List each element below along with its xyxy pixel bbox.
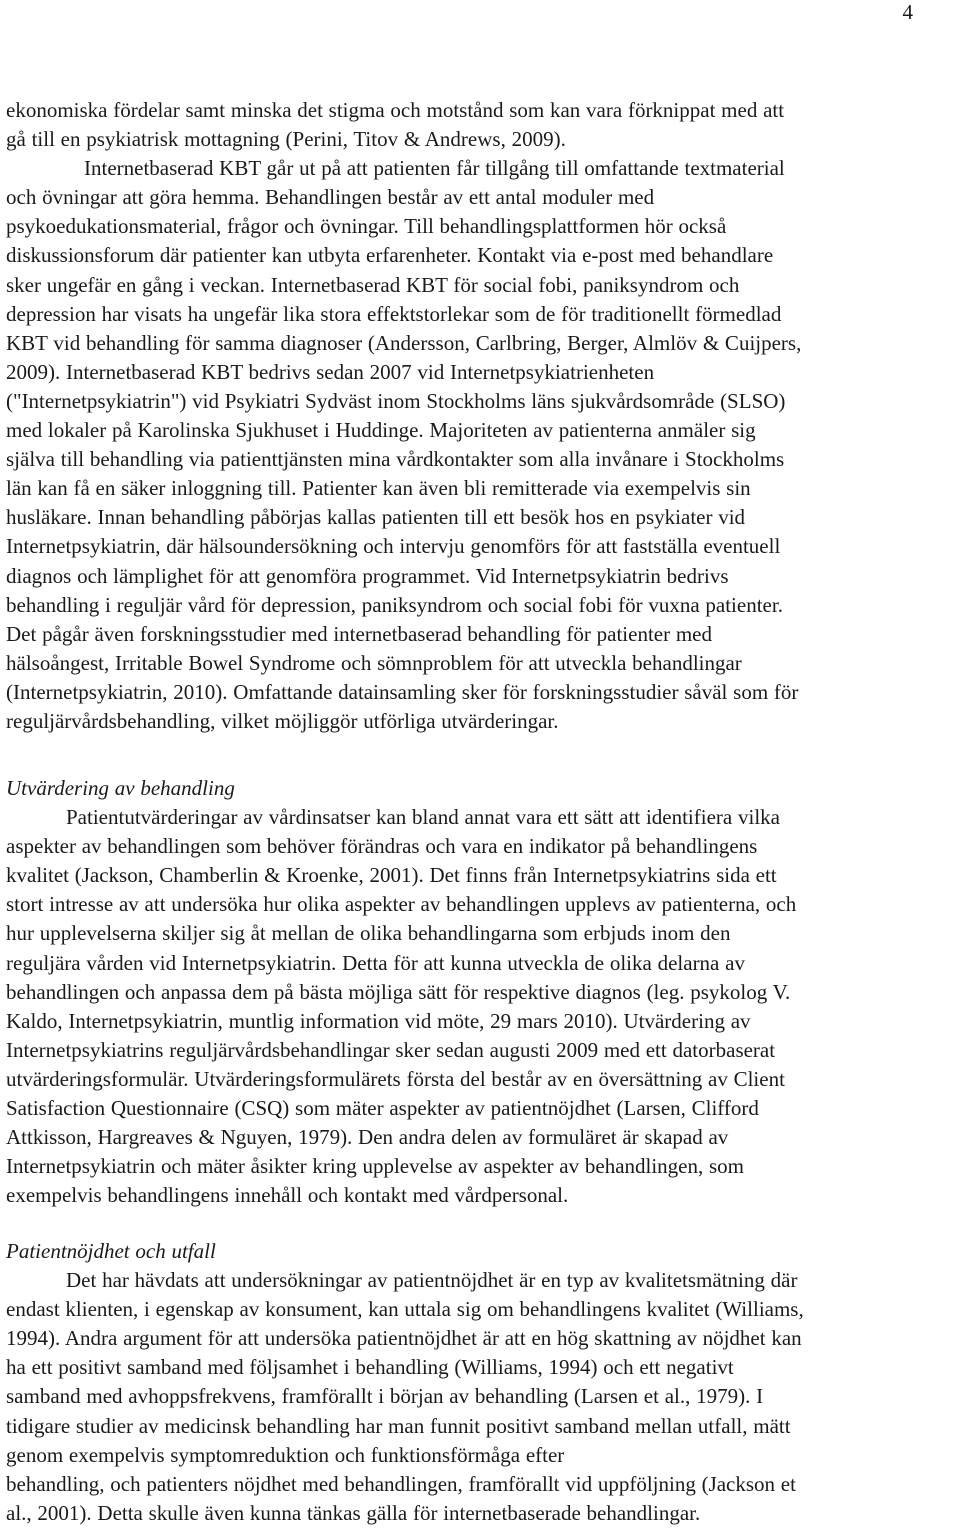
text-line: exempelvis behandlingens innehåll och kontakt med vårdpersonal. — [6, 1183, 569, 1208]
text-line: genom exempelvis symptomreduktion och funktionsförmåga efter — [6, 1442, 565, 1467]
text-line: Internetpsykiatrin och mäter åsikter kring upplevelse av aspekter av behandlingen, som — [6, 1154, 745, 1179]
text-line: ekonomiska fördelar samt minska det stigma och motstånd som kan vara förknippat med att — [6, 98, 785, 122]
text-line: (Internetpsykiatrin, 2010). Omfattande datainsamling sker för forskningsstudier såväl som för — [6, 679, 799, 704]
text-line: 2009). Internetbaserad KBT bedrivs sedan 2007 vid Internetpsykiatrienheten — [6, 359, 655, 384]
text-line: depression har visats ha ungefär lika stora effektstorlekar som de för traditionellt förmedlad — [6, 301, 782, 326]
text-line: utvärderingsformulär. Utvärderingsformulärets första del består av en översättning av Client — [6, 1066, 785, 1091]
page-number: 4 — [902, 0, 913, 24]
text-line: sker ungefär en gång i veckan. Internetbaserad KBT för social fobi, paniksyndrom och — [6, 272, 740, 297]
text-line: husläkare. Innan behandling påbörjas kallas patienten till ett besök hos en psykiater vid — [6, 505, 746, 530]
section-satisfaction — [6, 1237, 956, 1528]
text-line: aspekter av behandlingen som behöver förändras och vara en indikator på behandlingens — [6, 834, 758, 859]
text-line: län kan få en säker inloggning till. Patienter kan även bli remitterade via exempelvis sin — [6, 476, 751, 501]
section-evaluation — [6, 774, 956, 1210]
text-line: med lokaler på Karolinska Sjukhuset i Huddinge. Majoriteten av patienterna anmäler sig — [6, 418, 756, 443]
text-line: diskussionsforum där patienter kan utbyta erfarenheter. Kontakt via e-post med behandlare — [6, 243, 774, 268]
text-line: 1994). Andra argument för att undersöka patientnöjdhet är att en hög skattning av nöjdhet kan — [6, 1326, 802, 1351]
text-line: Attkisson, Hargreaves & Nguyen, 1979). Den andra delen av formuläret är skapad av — [6, 1125, 729, 1150]
text-line: kvalitet (Jackson, Chamberlin & Kroenke, 2001). Det finns från Internetpsykiatrins sida ett — [6, 863, 777, 888]
text-line: Det pågår även forskningsstudier med internetbaserad behandling för patienter med — [6, 621, 713, 646]
text-line: hälsoångest, Irritable Bowel Syndrome och sömnproblem för att utveckla behandlingar — [6, 650, 742, 675]
text-line: Patientutvärderingar av vårdinsatser kan bland annat vara ett sätt att identifiera vilka — [66, 805, 780, 830]
text-line: reguljära vården vid Internetpsykiatrin. Detta för att kunna utveckla de olika delarna av — [6, 950, 745, 975]
text-line: Kaldo, Internetpsykiatrin, muntlig information vid möte, 29 mars 2010). Utvärdering av — [6, 1008, 751, 1033]
text-line: Internetpsykiatrins reguljärvårdsbehandlingar sker sedan augusti 2009 med ett datorbaserat — [6, 1037, 776, 1062]
text-line: psykoedukationsmaterial, frågor och övningar. Till behandlingsplattformen hör också — [6, 214, 727, 239]
text-line: Internetbaserad KBT går ut på att patienten får tillgång till omfattande textmaterial — [84, 156, 785, 181]
text-line: Satisfaction Questionnaire (CSQ) som mäter aspekter av patientnöjdhet (Larsen, Clifford — [6, 1096, 759, 1121]
text-line: själva till behandling via patienttjänsten mina vårdkontakter som alla invånare i Stockholms — [6, 447, 785, 472]
text-line: ha ett positivt samband med följsamhet i behandling (Williams, 1994) och ett negativt — [6, 1355, 734, 1380]
text-line: diagnos och lämplighet för att genomföra programmet. Vid Internetpsykiatrin bedrivs — [6, 563, 729, 588]
text-line: behandlingen och anpassa dem på bästa möjliga sätt för respektive diagnos (leg. psykolog V. — [6, 979, 791, 1004]
section-heading: Utvärdering av behandling — [6, 776, 235, 800]
text-line: ("Internetpsykiatrin") vid Psykiatri Sydväst inom Stockholms läns sjukvårdsområde (SLSO) — [6, 388, 786, 413]
text-line: Det har hävdats att undersökningar av patientnöjdhet är en typ av kvalitetsmätning där — [66, 1268, 798, 1293]
text-line: och övningar att göra hemma. Behandlingen består av ett antal moduler med — [6, 185, 655, 210]
text-line: behandling, och patienters nöjdhet med behandlingen, framförallt vid uppföljning (Jackson et — [6, 1471, 796, 1496]
text-line: Internetpsykiatrin, där hälsoundersökning och intervju genomförs för att fastställa eventuell — [6, 534, 781, 559]
text-line: samband med avhoppsfrekvens, framförallt i början av behandling (Larsen et al., 1979). I — [6, 1384, 764, 1409]
text-line: tidigare studier av medicinsk behandling har man funnit positivt samband mellan utfall, mätt — [6, 1413, 791, 1438]
text-line: KBT vid behandling för samma diagnoser (Andersson, Carlbring, Berger, Almlöv & Cuijpers, — [6, 330, 802, 355]
text-line: behandling i reguljär vård för depression, paniksyndrom och social fobi för vuxna patienter. — [6, 592, 783, 617]
section-intro — [6, 96, 956, 736]
section-heading: Patientnöjdhet och utfall — [6, 1239, 216, 1263]
text-line: al., 2001). Detta skulle även kunna tänkas gälla för internetbaserade behandlingar. — [6, 1500, 701, 1525]
text-line: stort intresse av att undersöka hur olika aspekter av behandlingen upplevs av patienterna, och — [6, 892, 797, 917]
text-line: reguljärvårdsbehandling, vilket möjliggör utförliga utvärderingar. — [6, 708, 559, 733]
text-line: endast klienten, i egenskap av konsument, kan uttala sig om behandlingens kvalitet (Williams, — [6, 1297, 804, 1322]
text-line: hur upplevelserna skiljer sig åt mellan de olika behandlingarna som erbjuds inom den — [6, 921, 731, 946]
text-line: gå till en psykiatrisk mottagning (Perini, Titov & Andrews, 2009). — [6, 127, 566, 152]
